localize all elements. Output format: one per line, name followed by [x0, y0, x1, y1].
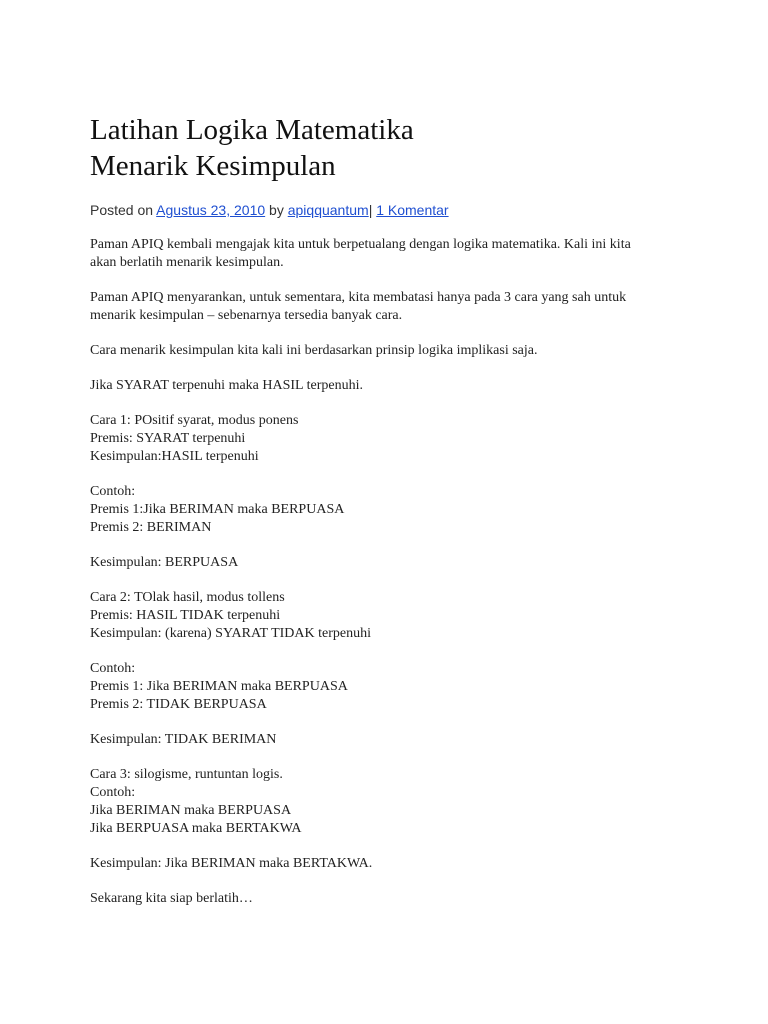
paragraph-line: Premis 1: Jika BERIMAN maka BERPUASA	[90, 679, 348, 694]
post-paragraph	[90, 412, 690, 466]
paragraph-line: Jika BERIMAN maka BERPUASA	[90, 803, 292, 818]
paragraph-line: Kesimpulan:HASIL terpenuhi	[90, 449, 259, 464]
post-meta	[90, 201, 449, 219]
paragraph-line: Premis 2: TIDAK BERPUASA	[90, 697, 267, 712]
post-paragraph	[90, 855, 690, 873]
post-paragraph	[90, 660, 690, 714]
paragraph-line: Kesimpulan: TIDAK BERIMAN	[90, 732, 277, 747]
paragraph-line: menarik kesimpulan – sebenarnya tersedia banyak cara.	[90, 308, 403, 323]
post-paragraph	[90, 766, 690, 838]
paragraph-line: Contoh:	[90, 785, 136, 800]
paragraph-line: Contoh:	[90, 484, 136, 499]
post-paragraph	[90, 377, 690, 395]
post-paragraph	[90, 890, 690, 908]
post-paragraph	[90, 483, 690, 537]
paragraph-line: Kesimpulan: BERPUASA	[90, 555, 239, 570]
paragraph-line: Cara menarik kesimpulan kita kali ini berdasarkan prinsip logika implikasi saja.	[90, 343, 538, 358]
post-paragraph	[90, 589, 690, 643]
post-paragraph	[90, 554, 690, 572]
post-body	[90, 236, 690, 925]
paragraph-line: Contoh:	[90, 661, 136, 676]
post-title	[90, 112, 414, 184]
paragraph-line: Premis 1:Jika BERIMAN maka BERPUASA	[90, 502, 345, 517]
post-date-link[interactable]: Agustus 23, 2010	[156, 202, 266, 218]
paragraph-line: Cara 3: silogisme, runtuntan logis.	[90, 767, 283, 782]
meta-separator: |	[368, 202, 373, 218]
post-paragraph	[90, 289, 690, 325]
post-paragraph	[90, 236, 690, 272]
paragraph-line: Premis: HASIL TIDAK terpenuhi	[90, 608, 281, 623]
author-link[interactable]: apiqquantum	[287, 202, 369, 218]
paragraph-line: Paman APIQ kembali mengajak kita untuk berpetualang dengan logika matematika. Kali ini kita	[90, 237, 631, 252]
paragraph-line: akan berlatih menarik kesimpulan.	[90, 255, 284, 270]
by-label: by	[265, 202, 288, 218]
paragraph-line: Cara 1: POsitif syarat, modus ponens	[90, 413, 299, 428]
paragraph-line: Premis 2: BERIMAN	[90, 520, 212, 535]
paragraph-line: Jika SYARAT terpenuhi maka HASIL terpenuhi.	[90, 378, 363, 393]
paragraph-line: Premis: SYARAT terpenuhi	[90, 431, 246, 446]
post-title-line-1: Latihan Logika Matematika	[90, 114, 414, 146]
paragraph-line: Jika BERPUASA maka BERTAKWA	[90, 821, 302, 836]
paragraph-line: Cara 2: TOlak hasil, modus tollens	[90, 590, 285, 605]
post-paragraph	[90, 342, 690, 360]
posted-on-label: Posted on	[90, 202, 157, 218]
paragraph-line: Paman APIQ menyarankan, untuk sementara, kita membatasi hanya pada 3 cara yang sah untuk	[90, 290, 627, 305]
paragraph-line: Kesimpulan: Jika BERIMAN maka BERTAKWA.	[90, 856, 373, 871]
post-title-line-2: Menarik Kesimpulan	[90, 150, 336, 182]
paragraph-line: Sekarang kita siap berlatih…	[90, 891, 253, 906]
paragraph-line: Kesimpulan: (karena) SYARAT TIDAK terpenuhi	[90, 626, 371, 641]
post-paragraph	[90, 731, 690, 749]
comments-link[interactable]: 1 Komentar	[376, 202, 449, 218]
